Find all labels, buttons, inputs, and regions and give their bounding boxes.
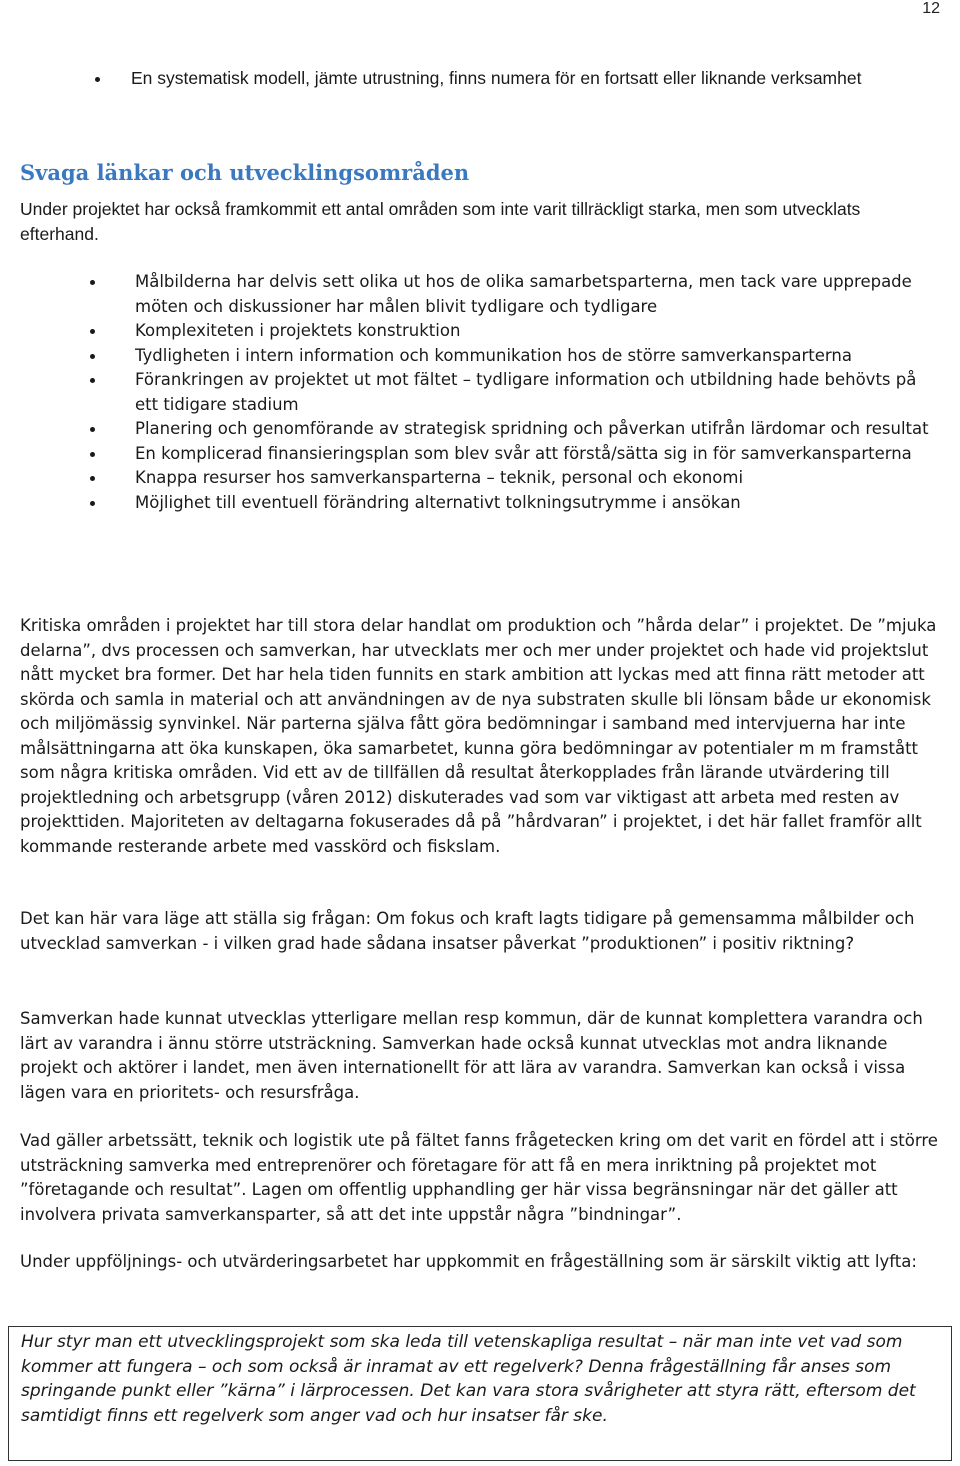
weakness-bullet-list (0, 270, 930, 515)
paragraph-working-methods: Vad gäller arbetssätt, teknik och logistik ute på fältet fanns frågetecken kring om det varit en fördel att i större utsträckning samverka med entreprenörer och företagare för att få en mera inriktning på projektet mot ”företagande och resultat”. Lagen om offentlig upphandling ger här vissa begränsningar när det gäller att involvera privata samverkansparter, så att det inte uppstår några ”bindningar”. (20, 1131, 938, 1224)
paragraph-question: Det kan här vara läge att ställa sig frågan: Om fokus och kraft lagts tidigare på gemensamma målbilder och utvecklad samverkan - i vilken grad hade sådana insatser påverkat ”produktionen” i positiv riktning? (20, 909, 915, 953)
list-item: En systematisk modell, jämte utrustning, finns numera för en fortsatt eller liknande verksamhet (0, 66, 930, 90)
section-intro: Under projektet har också framkommit ett antal områden som inte varit tillräckligt starka, men som utvecklats efterhand. (20, 199, 861, 244)
list-item: Förankringen av projektet ut mot fältet – tydligare information och utbildning hade behövts på ett tidigare stadium (0, 368, 930, 417)
paragraph-follow-up: Under uppföljnings- och utvärderingsarbetet har uppkommit en frågeställning som är särskilt viktig att lyfta: (20, 1252, 917, 1271)
list-item: Målbilderna har delvis sett olika ut hos de olika samarbetsparterna, men tack vare upprepade möten och diskussioner har målen blivit tydligare och tydligare (0, 270, 930, 319)
paragraph-collaboration: Samverkan hade kunnat utvecklas ytterligare mellan resp kommun, där de kunnat komplettera varandra och lärt av varandra i ännu större utsträckning. Samverkan hade också kunnat utvecklas mot andra liknande projekt och aktörer i landet, men även internationellt för att lära av varandra. Samverkan kan också i vissa lägen vara en prioritets- och resursfråga. (20, 1009, 923, 1102)
list-item: Komplexiteten i projektets konstruktion (0, 319, 930, 344)
list-item: En komplicerad finansieringsplan som blev svår att förstå/sätta sig in för samverkansparterna (0, 442, 930, 467)
list-item: Knappa resurser hos samverkansparterna – teknik, personal och ekonomi (0, 466, 930, 491)
section-heading: Svaga länkar och utvecklingsområden (20, 160, 470, 185)
page-number: 12 (922, 0, 940, 17)
top-bullet-list (0, 66, 930, 90)
list-item: Möjlighet till eventuell förändring alternativt tolkningsutrymme i ansökan (0, 491, 930, 516)
highlighted-question-box: Hur styr man ett utvecklingsprojekt som ska leda till vetenskapliga resultat – när man inte vet vad som kommer att fungera – och som också är inramat av ett regelverk? Denna frågeställning får anses som springande punkt eller ”kärna” i lärprocessen. Det kan vara stora svårigheter att styra rätt, eftersom det samtidigt finns ett regelverk som anger vad och hur insatser får ske. (8, 1326, 952, 1461)
list-item: Planering och genomförande av strategisk spridning och påverkan utifrån lärdomar och resultat (0, 417, 930, 442)
paragraph-critical-areas: Kritiska områden i projektet har till stora delar handlat om produktion och ”hårda delar” i projektet. De ”mjuka delarna”, dvs processen och samverkan, har utvecklats mer och mer under projektet och hade vid projektslut nått mycket bra former. Det har hela tiden funnits en stark ambition att lyckas med att finna rätt metoder att skörda och samla in material och att användningen av de nya substraten skulle bli lönsam både ur ekonomisk och miljömässig synvinkel. När parterna själva fått göra bedömningar i samband med intervjuerna har inte målsättningarna att öka kunskapen, öka samarbetet, kunna göra bedömningar av potentialer m m framstått som några kritiska områden. Vid ett av de tillfällen då resultat återkopplades från lärande utvärdering till projektledning och arbetsgrupp (våren 2012) diskuterades vad som var viktigast att arbeta med resten av projekttiden. Majoriteten av deltagarna fokuserades då på ”hårdvaran” i projektet, i det här fallet framför allt kommande resterande arbete med vasskörd och fiskslam. (20, 616, 937, 856)
list-item: Tydligheten i intern information och kommunikation hos de större samverkansparterna (0, 344, 930, 369)
